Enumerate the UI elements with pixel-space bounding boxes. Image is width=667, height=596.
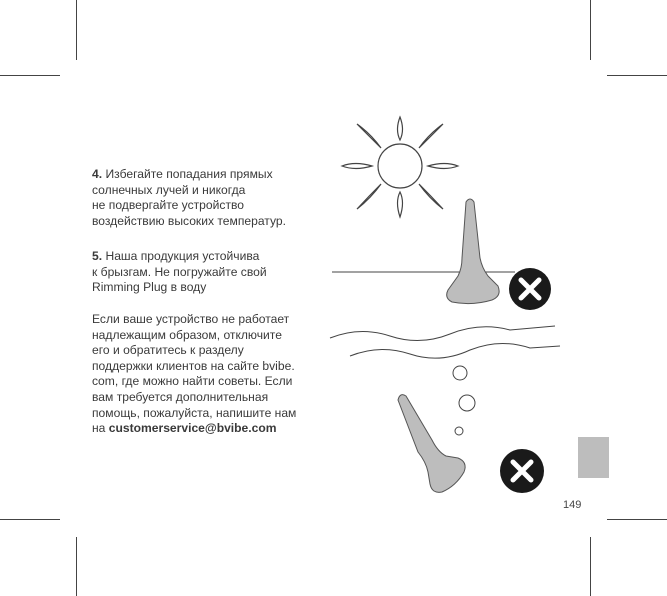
section-number: 5. bbox=[92, 249, 103, 263]
text-line: Если ваше устройство не работает bbox=[92, 312, 290, 326]
plug-illustration bbox=[447, 199, 499, 304]
text-line: помощь, пожалуйста, напишите нам bbox=[92, 405, 297, 420]
text-line: его и обратитесь к разделу bbox=[92, 343, 244, 358]
submerged-plug-illustration bbox=[398, 395, 465, 493]
page-number: 149 bbox=[563, 499, 582, 511]
text-line: Избегайте попадания прямых bbox=[105, 167, 273, 181]
section-number: 4. bbox=[92, 167, 103, 181]
text-line: Наша продукция устойчива bbox=[105, 249, 260, 263]
water-waves bbox=[330, 326, 560, 358]
text-line: на bbox=[92, 421, 109, 436]
text-line: солнечных лучей и никогда bbox=[92, 182, 246, 197]
text-line: воздействию высоких температур. bbox=[92, 213, 286, 228]
text-line: com, где можно найти советы. Если bbox=[92, 374, 293, 389]
text-line: Rimming Plug в воду bbox=[92, 280, 207, 295]
chapter-tab-marker bbox=[578, 437, 609, 478]
prohibited-icon bbox=[500, 449, 544, 493]
sun-icon bbox=[342, 117, 458, 217]
text-line: поддержки клиентов на сайте bvibe. bbox=[92, 358, 295, 373]
text-line: вам требуется дополнительная bbox=[92, 389, 269, 404]
text-line: надлежащим образом, отключите bbox=[92, 327, 282, 342]
support-email-link[interactable]: customerservice@bvibe.com bbox=[108, 421, 277, 436]
bubbles bbox=[453, 366, 475, 435]
text-line: к брызгам. Не погружайте свой bbox=[92, 264, 267, 279]
prohibited-icon bbox=[509, 268, 551, 310]
text-line: не подвергайте устройство bbox=[92, 198, 244, 213]
